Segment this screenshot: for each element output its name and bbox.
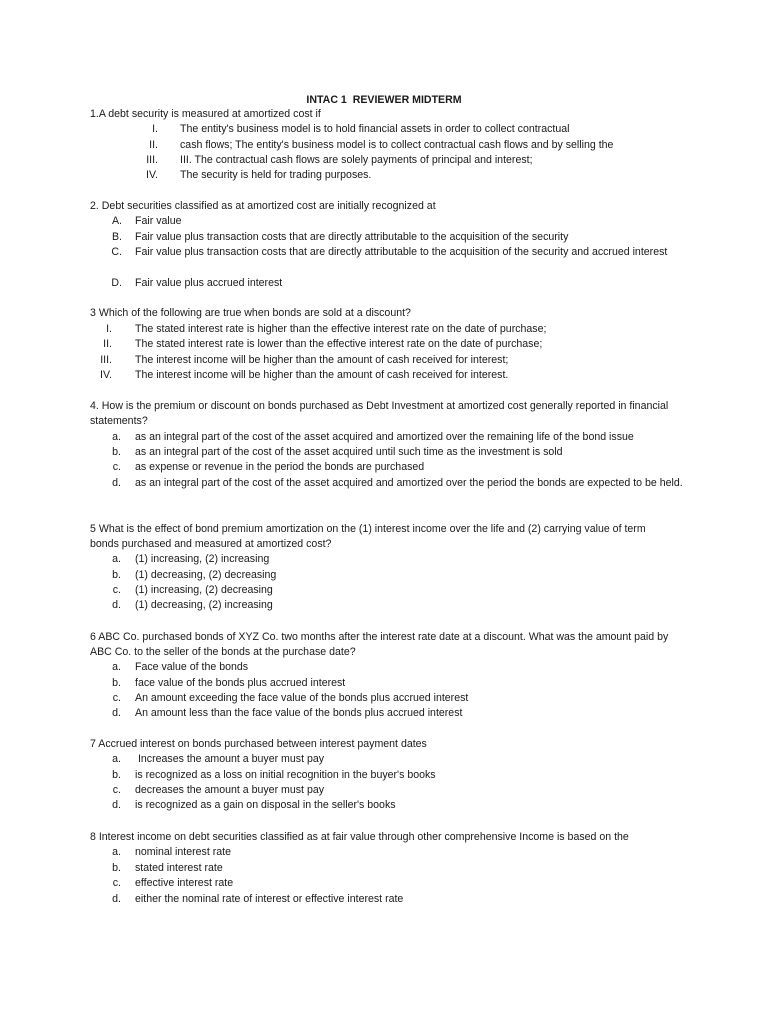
option-text: (1) decreasing, (2) increasing: [135, 599, 273, 611]
option-marker: c.: [112, 784, 121, 796]
option-text: The stated interest rate is lower than the effective interest rate on the date of purchase;: [135, 338, 543, 350]
option-marker: c.: [112, 692, 121, 704]
option-marker: I.: [152, 123, 158, 135]
option-marker: b.: [112, 677, 121, 689]
option-marker: III.: [100, 354, 112, 366]
option-text: cash flows; The entity's business model is to collect contractual cash flows and by selling the: [180, 139, 614, 151]
option-marker: a.: [112, 661, 121, 673]
option-text: Fair value: [135, 215, 182, 227]
question-8-stem: 8 Interest income on debt securities classified as at fair value through other comprehensive Income is based on the: [90, 831, 629, 843]
option-marker: a.: [112, 553, 121, 565]
option-text: nominal interest rate: [135, 846, 231, 858]
option-marker: b.: [112, 862, 121, 874]
option-marker: IV.: [146, 169, 158, 181]
option-marker: a.: [112, 753, 121, 765]
option-text: Increases the amount a buyer must pay: [135, 753, 325, 765]
option-marker: b.: [112, 769, 121, 781]
option-marker: d.: [112, 707, 121, 719]
option-text: is recognized as a gain on disposal in the seller's books: [135, 799, 396, 811]
question-4-stem: 4. How is the premium or discount on bonds purchased as Debt Investment at amortized cost generally reported in financial statements?: [90, 400, 669, 428]
option-text: An amount less than the face value of the bonds plus accrued interest: [135, 707, 463, 719]
option-marker: B.: [111, 231, 122, 243]
option-marker: IV.: [100, 369, 112, 381]
option-text: either the nominal rate of interest or effective interest rate: [135, 893, 404, 905]
option-marker: d.: [112, 477, 121, 489]
option-text: as an integral part of the cost of the asset acquired and amortized over the period the bonds are expected to be held.: [135, 477, 683, 489]
option-text: as an integral part of the cost of the asset acquired and amortized over the remaining life of the bond issue: [135, 431, 634, 443]
option-text: Fair value plus accrued interest: [135, 277, 283, 289]
option-text: as an integral part of the cost of the asset acquired until such time as the investment is sold: [135, 446, 563, 458]
question-5-stem: 5 What is the effect of bond premium amortization on the (1) interest income over the life and (2) carrying value of term bonds purchased and measured at amortized cost?: [90, 523, 646, 551]
question-6-stem: 6 ABC Co. purchased bonds of XYZ Co. two months after the interest rate date at a discount. What was the amount paid by ABC Co. to the seller of the bonds at the purchase date?: [90, 631, 669, 659]
option-text: (1) increasing, (2) increasing: [135, 553, 270, 565]
option-text: The interest income will be higher than the amount of cash received for interest.: [135, 369, 509, 381]
option-text: An amount exceeding the face value of the bonds plus accrued interest: [135, 692, 469, 704]
option-text: III. The contractual cash flows are solely payments of principal and interest;: [180, 154, 533, 166]
option-text: Fair value plus transaction costs that are directly attributable to the acquisition of the security: [135, 231, 569, 243]
option-marker: II.: [149, 139, 158, 151]
option-text: The stated interest rate is higher than the effective interest rate on the date of purchase;: [135, 323, 547, 335]
option-text: stated interest rate: [135, 862, 223, 874]
option-text: The interest income will be higher than the amount of cash received for interest;: [135, 354, 509, 366]
option-text: is recognized as a loss on initial recognition in the buyer's books: [135, 769, 436, 781]
option-marker: A.: [111, 215, 122, 227]
option-marker: c.: [112, 461, 121, 473]
option-marker: c.: [112, 877, 121, 889]
page-title: INTAC 1 REVIEWER MIDTERM: [306, 94, 462, 106]
question-3-stem: 3 Which of the following are true when bonds are sold at a discount?: [90, 307, 411, 319]
question-7-stem: 7 Accrued interest on bonds purchased between interest payment dates: [90, 738, 427, 750]
option-marker: C.: [111, 246, 122, 258]
option-text: face value of the bonds plus accrued interest: [135, 677, 346, 689]
option-text: The security is held for trading purposes.: [180, 169, 372, 181]
option-text: The entity's business model is to hold financial assets in order to collect contractual: [180, 123, 570, 135]
option-marker: I.: [106, 323, 112, 335]
option-marker: II.: [103, 338, 112, 350]
option-text: effective interest rate: [135, 877, 234, 889]
option-marker: d.: [112, 893, 121, 905]
option-marker: d.: [112, 599, 121, 611]
question-1-stem: 1.A debt security is measured at amortized cost if: [90, 108, 321, 120]
option-text: (1) decreasing, (2) decreasing: [135, 569, 277, 581]
option-marker: b.: [112, 569, 121, 581]
option-text: (1) increasing, (2) decreasing: [135, 584, 273, 596]
option-marker: a.: [112, 846, 121, 858]
option-text: Fair value plus transaction costs that are directly attributable to the acquisition of the security and accrued interest: [135, 246, 668, 258]
option-marker: III.: [146, 154, 158, 166]
option-text: Face value of the bonds: [135, 661, 249, 673]
option-marker: d.: [112, 799, 121, 811]
option-text: decreases the amount a buyer must pay: [135, 784, 325, 796]
option-marker: c.: [112, 584, 121, 596]
option-marker: a.: [112, 431, 121, 443]
option-marker: D.: [111, 277, 122, 289]
option-marker: b.: [112, 446, 121, 458]
option-text: as expense or revenue in the period the bonds are purchased: [135, 461, 425, 473]
question-2-stem: 2. Debt securities classified as at amortized cost are initially recognized at: [90, 200, 436, 212]
